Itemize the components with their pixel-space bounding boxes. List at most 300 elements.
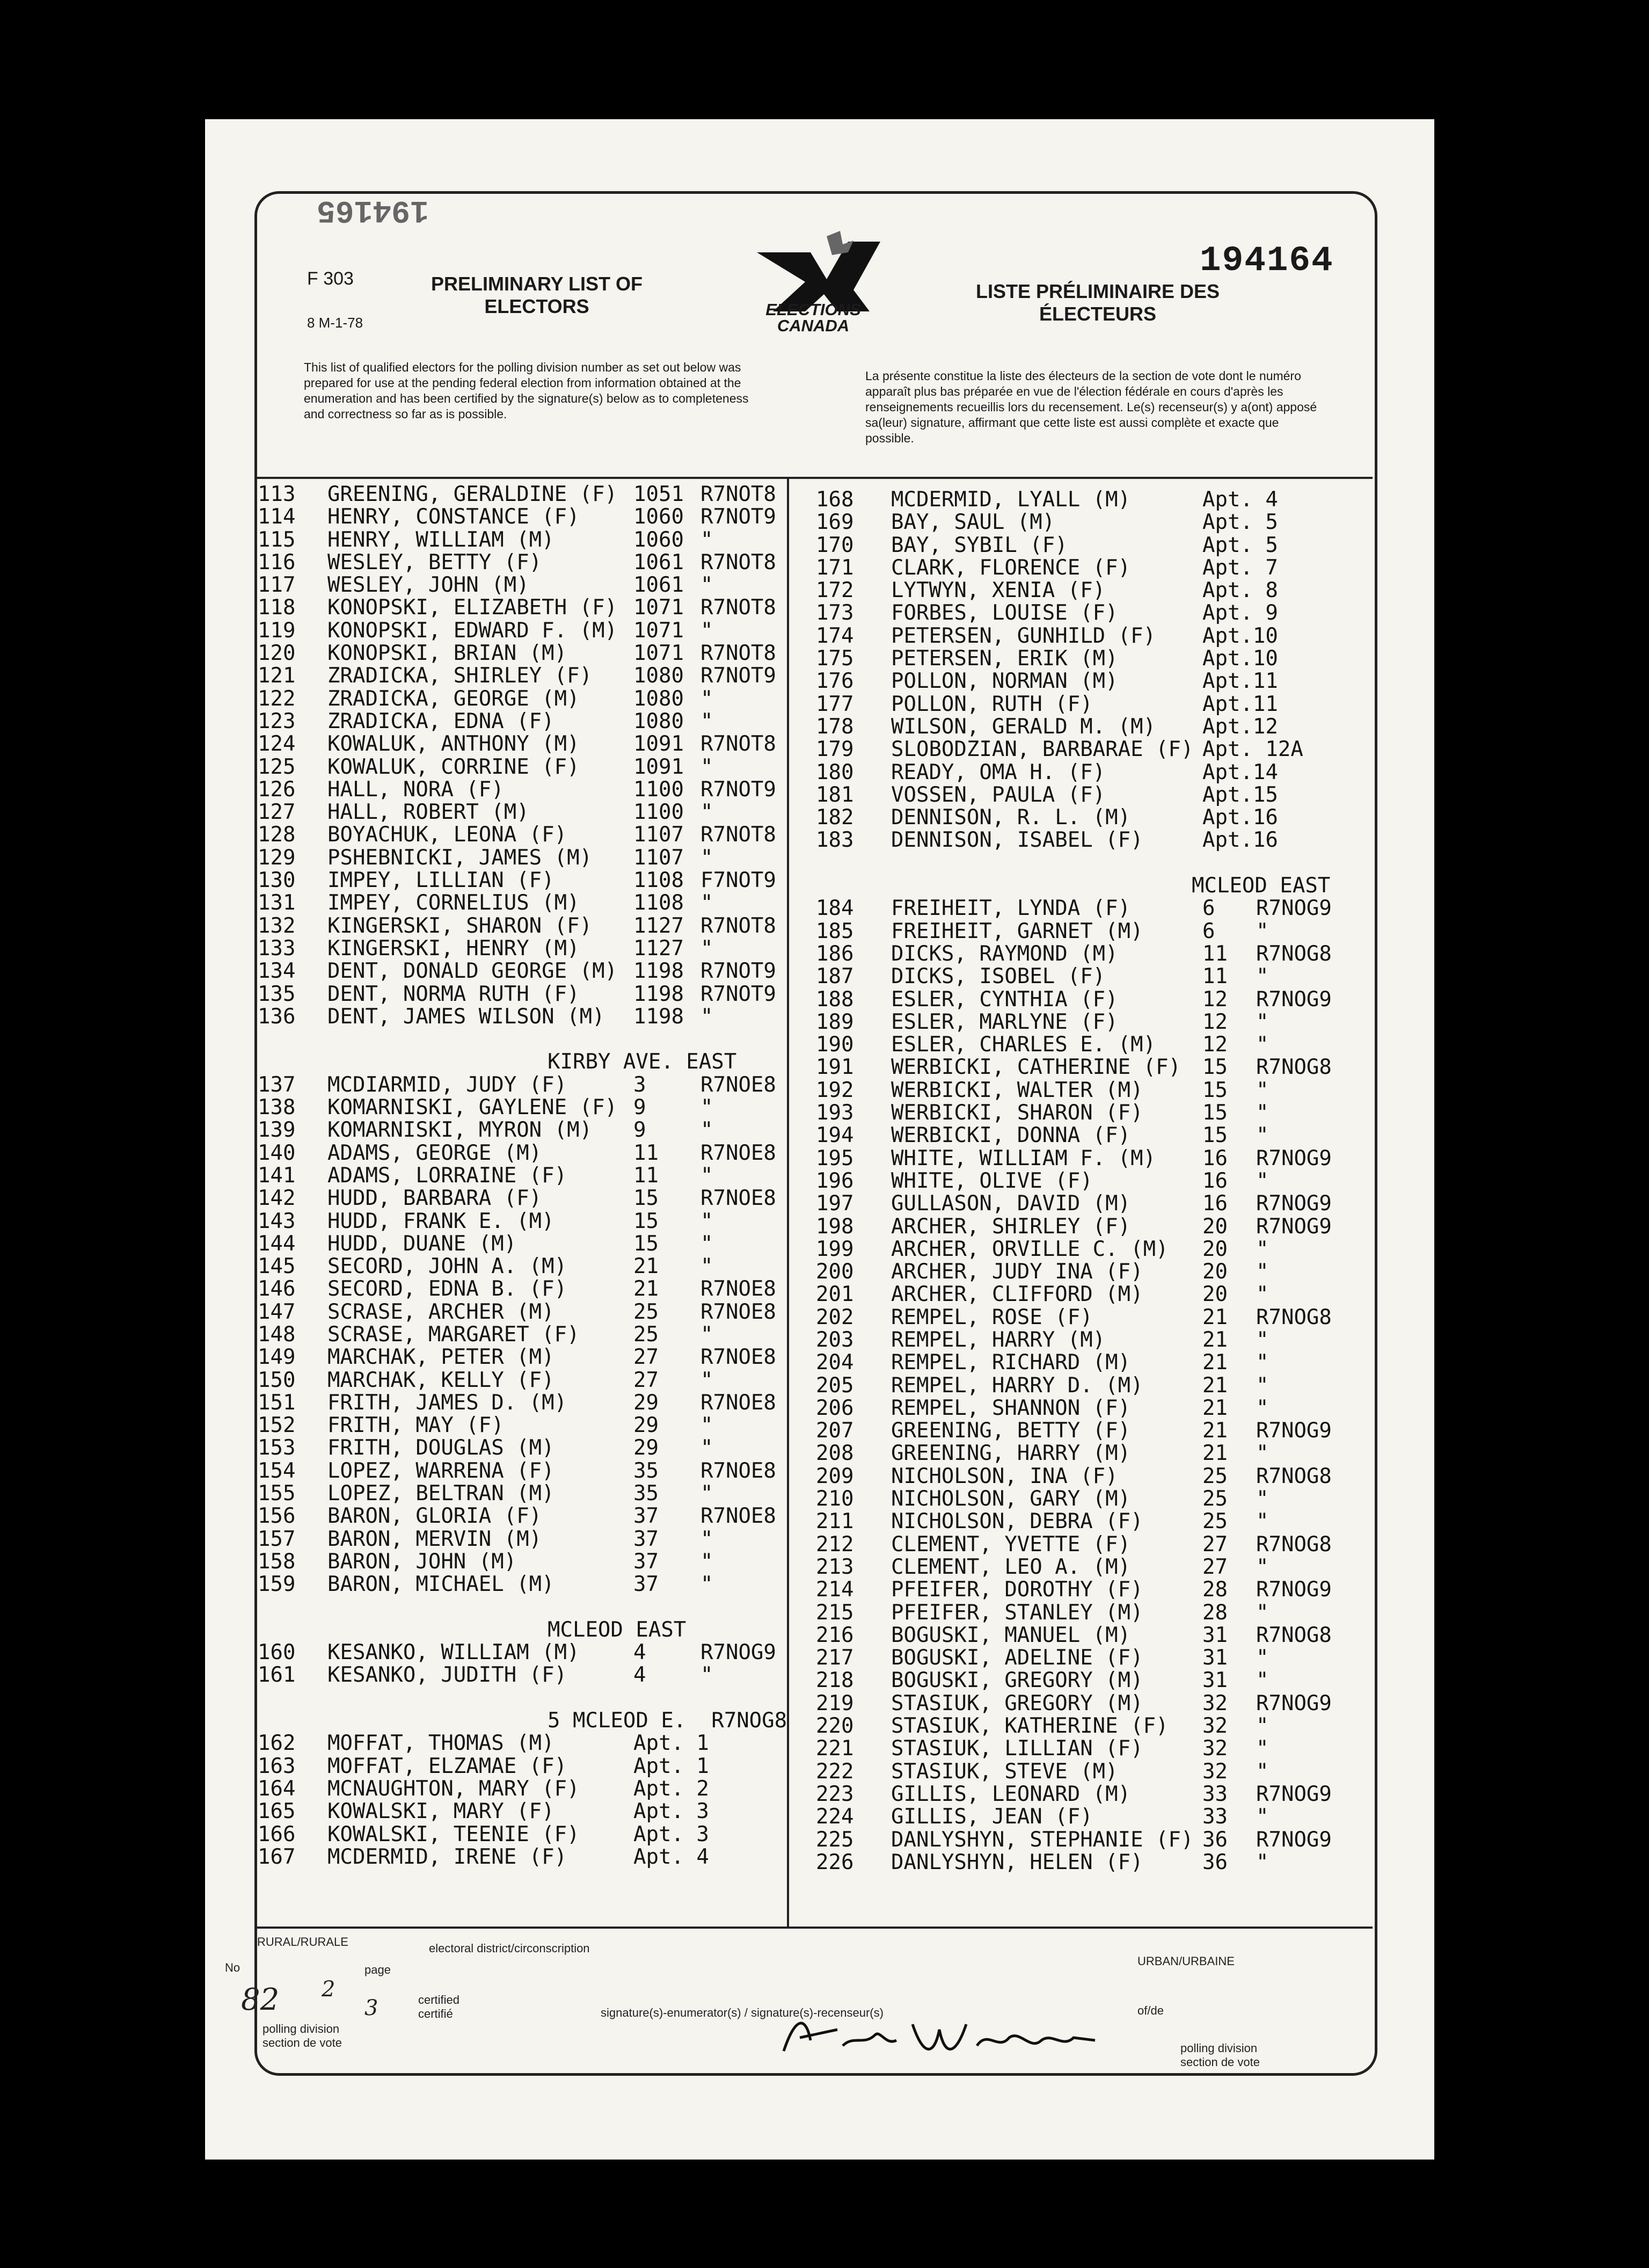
elector-name: ARCHER, CLIFFORD (M) <box>891 1282 1143 1307</box>
elector-postal-code: R7NOT9 <box>701 959 776 984</box>
elector-number: 177 <box>816 692 854 716</box>
elector-name: VOSSEN, PAULA (F) <box>891 782 1106 807</box>
elector-address: Apt. 5 <box>1202 533 1278 557</box>
elector-row <box>258 1301 784 1324</box>
elector-name: DENT, DONALD GEORGE (M) <box>327 959 618 984</box>
elector-row <box>816 1602 1358 1624</box>
elector-row <box>258 801 784 824</box>
elector-row <box>816 648 1358 670</box>
elector-postal-code: R7NOG9 <box>1256 1146 1332 1171</box>
elector-postal-code: R7NOT8 <box>701 732 776 757</box>
elector-address: Apt. 1 <box>633 1731 709 1756</box>
elector-name: GULLASON, DAVID (M) <box>891 1191 1131 1216</box>
elector-address: 37 <box>633 1504 659 1529</box>
elector-row <box>816 1442 1358 1465</box>
elector-address: 29 <box>633 1390 659 1415</box>
elector-address: 6 <box>1202 896 1215 921</box>
elector-postal-code: " <box>1256 1350 1269 1375</box>
elector-postal-code: R7NOG8 <box>1256 1532 1332 1557</box>
elector-postal-code: " <box>701 1004 713 1029</box>
elector-row <box>258 937 784 960</box>
elector-postal-code: " <box>701 1413 713 1438</box>
elector-address: 16 <box>1202 1191 1228 1216</box>
elector-address: Apt.12 <box>1202 714 1278 739</box>
elector-number: 161 <box>258 1663 296 1688</box>
elector-row <box>816 1851 1358 1874</box>
elector-name: HUDD, FRANK E. (M) <box>327 1209 554 1233</box>
elector-postal-code: R7NOT8 <box>701 482 776 506</box>
polling-division-label: polling division section de vote <box>262 2022 342 2049</box>
elector-number: 172 <box>816 578 854 603</box>
elector-name: BARON, JOHN (M) <box>327 1549 517 1574</box>
elector-name: KOMARNISKI, GAYLENE (F) <box>327 1095 618 1120</box>
elector-address: 15 <box>1202 1078 1228 1102</box>
elector-address: 32 <box>1202 1691 1228 1715</box>
elector-address: 1100 <box>633 800 684 825</box>
elector-name: GILLIS, LEONARD (M) <box>891 1782 1131 1806</box>
elector-number: 182 <box>816 805 854 830</box>
elector-row <box>258 869 784 892</box>
elector-number: 164 <box>258 1776 296 1801</box>
elector-address: Apt.14 <box>1202 760 1278 784</box>
elector-name: WHITE, WILLIAM F. (M) <box>891 1146 1156 1171</box>
elector-number: 190 <box>816 1033 854 1057</box>
elector-address: Apt. 9 <box>1202 601 1278 626</box>
elector-address: 12 <box>1202 1009 1228 1034</box>
elector-row <box>816 1647 1358 1669</box>
elector-address: 21 <box>1202 1395 1228 1420</box>
elector-address: 1051 <box>633 482 684 506</box>
form-date: 8 M-1-78 <box>307 315 363 331</box>
elector-row <box>816 784 1358 806</box>
elector-postal-code: R7NOT9 <box>701 505 776 529</box>
elector-name: BOYACHUK, LEONA (F) <box>327 823 567 847</box>
elector-name: GREENING, BETTY (F) <box>891 1419 1131 1443</box>
elector-address: Apt. 3 <box>633 1822 709 1847</box>
elector-postal-code: R7NOG9 <box>1256 1419 1332 1443</box>
elector-address: Apt.16 <box>1202 828 1278 853</box>
elector-name: KESANKO, JUDITH (F) <box>327 1663 567 1688</box>
elector-name: MCDERMID, IRENE (F) <box>327 1844 567 1869</box>
urban-label: URBAN/URBAINE <box>1137 1954 1235 1968</box>
elector-postal-code: R7NOE8 <box>701 1458 776 1483</box>
elector-name: KONOPSKI, BRIAN (M) <box>327 641 567 666</box>
elector-number: 189 <box>816 1009 854 1034</box>
elector-postal-code: " <box>701 1322 713 1347</box>
page-of-number: 3 <box>364 1996 378 2020</box>
elector-postal-code: " <box>701 1368 713 1392</box>
elector-number: 169 <box>816 510 854 535</box>
elector-address: 1107 <box>633 823 684 847</box>
elector-postal-code: R7NOT8 <box>701 550 776 575</box>
elector-address: 1080 <box>633 709 684 733</box>
elector-row <box>258 1142 784 1165</box>
elector-row <box>816 557 1358 579</box>
elector-row <box>258 597 784 619</box>
elector-number: 133 <box>258 936 296 961</box>
elector-row <box>258 847 784 869</box>
elector-number: 124 <box>258 732 296 757</box>
elector-address: 1100 <box>633 777 684 802</box>
elector-number: 166 <box>258 1822 296 1847</box>
elector-name: KOWALUK, ANTHONY (M) <box>327 732 580 757</box>
elector-address: 21 <box>1202 1441 1228 1466</box>
elector-name: ZRADICKA, EDNA (F) <box>327 709 554 733</box>
elector-number: 175 <box>816 646 854 671</box>
elector-number: 207 <box>816 1419 854 1443</box>
signature-label: signature(s)-enumerator(s) / signature(s)-recenseur(s) <box>601 2006 884 2019</box>
elector-row <box>816 534 1358 557</box>
elector-postal-code: " <box>1256 1759 1269 1784</box>
elector-address: 16 <box>1202 1168 1228 1193</box>
elector-name: ARCHER, SHIRLEY (F) <box>891 1214 1131 1239</box>
elector-postal-code: " <box>701 1209 713 1233</box>
elector-number: 115 <box>258 527 296 552</box>
elector-name: KINGERSKI, SHARON (F) <box>327 913 593 938</box>
elector-address: 27 <box>633 1345 659 1370</box>
elector-row <box>258 1324 784 1346</box>
elector-row <box>816 1351 1358 1374</box>
elector-address: 1127 <box>633 913 684 938</box>
elector-address: Apt. 2 <box>633 1776 709 1801</box>
elector-name: ADAMS, LORRAINE (F) <box>327 1163 567 1188</box>
elector-postal-code: R7NOG9 <box>1256 1578 1332 1602</box>
elector-number: 134 <box>258 959 296 984</box>
elector-postal-code: " <box>1256 1123 1269 1148</box>
elector-postal-code: R7NOE8 <box>701 1186 776 1211</box>
elector-postal-code: " <box>1256 1850 1269 1874</box>
elector-row <box>258 1187 784 1210</box>
elector-number: 205 <box>816 1373 854 1398</box>
elector-postal-code: " <box>1256 1714 1269 1739</box>
elector-address: 29 <box>633 1413 659 1438</box>
elector-row <box>258 574 784 597</box>
elector-number: 130 <box>258 868 296 893</box>
polling-division-number: 82 <box>241 1982 280 2017</box>
elector-postal-code: " <box>1256 1554 1269 1579</box>
elector-number: 199 <box>816 1237 854 1261</box>
blank-row <box>816 852 1358 875</box>
elector-row <box>258 1278 784 1300</box>
elector-name: NICHOLSON, DEBRA (F) <box>891 1509 1143 1534</box>
elector-address: 35 <box>633 1481 659 1506</box>
elector-number: 126 <box>258 777 296 802</box>
elector-address: 36 <box>1202 1850 1228 1874</box>
elector-row <box>258 1573 784 1596</box>
title-french-line-2: ÉLECTEURS <box>1039 303 1157 325</box>
elector-number: 154 <box>258 1458 296 1483</box>
elector-postal-code: " <box>701 891 713 915</box>
elector-name: PETERSEN, ERIK (M) <box>891 646 1118 671</box>
elector-row <box>816 1193 1358 1215</box>
elector-address: 11 <box>633 1140 659 1165</box>
elector-postal-code: " <box>701 527 713 552</box>
elector-postal-code: " <box>701 845 713 870</box>
elector-address: 12 <box>1202 1033 1228 1057</box>
elector-number: 187 <box>816 964 854 989</box>
elector-row <box>816 1397 1358 1420</box>
elector-postal-code: " <box>1256 964 1269 989</box>
elector-name: ZRADICKA, SHIRLEY (F) <box>327 664 593 688</box>
elector-number: 218 <box>816 1668 854 1693</box>
elector-name: ARCHER, JUDY INA (F) <box>891 1260 1143 1284</box>
elector-number: 138 <box>258 1095 296 1120</box>
elector-number: 195 <box>816 1146 854 1171</box>
elector-postal-code: " <box>1256 1441 1269 1466</box>
elector-row <box>258 1165 784 1187</box>
elector-name: LYTWYN, XENIA (F) <box>891 578 1106 603</box>
elector-row <box>258 915 784 937</box>
elector-name: HALL, ROBERT (M) <box>327 800 529 825</box>
elector-name: BAY, SYBIL (F) <box>891 533 1068 557</box>
elector-number: 224 <box>816 1805 854 1829</box>
elector-postal-code: " <box>701 1572 713 1597</box>
elector-number: 129 <box>258 845 296 870</box>
elector-postal-code: " <box>701 1163 713 1188</box>
page-label: page <box>364 1963 391 1976</box>
elector-row <box>816 1488 1358 1510</box>
elector-postal-code: " <box>1256 1168 1269 1193</box>
elector-postal-code: R7NOG8 <box>1256 1055 1332 1080</box>
elector-postal-code: " <box>1256 1260 1269 1284</box>
elector-row <box>816 716 1358 738</box>
elector-number: 142 <box>258 1186 296 1211</box>
elector-postal-code: " <box>701 1481 713 1506</box>
elector-row <box>816 1465 1358 1488</box>
elector-address: 21 <box>633 1254 659 1279</box>
elector-number: 193 <box>816 1101 854 1125</box>
elector-address: 31 <box>1202 1623 1228 1647</box>
elector-row <box>816 897 1358 920</box>
elector-row <box>816 806 1358 829</box>
elector-address: 35 <box>633 1458 659 1483</box>
elector-number: 116 <box>258 550 296 575</box>
elector-row <box>258 1755 784 1778</box>
elector-address: 20 <box>1202 1237 1228 1261</box>
elector-postal-code: " <box>1256 1033 1269 1057</box>
elector-name: BARON, GLORIA (F) <box>327 1504 542 1529</box>
elector-address: Apt. 4 <box>633 1844 709 1869</box>
elector-row <box>816 1783 1358 1806</box>
elector-row <box>258 642 784 665</box>
elector-name: BOGUSKI, GREGORY (M) <box>891 1668 1143 1693</box>
elector-address: 1071 <box>633 641 684 666</box>
elector-name: NICHOLSON, GARY (M) <box>891 1487 1131 1511</box>
elector-row <box>258 756 784 779</box>
elector-address: 1080 <box>633 664 684 688</box>
elector-name: BOGUSKI, MANUEL (M) <box>891 1623 1131 1647</box>
elector-address: 3 <box>633 1072 646 1097</box>
elector-address: Apt.16 <box>1202 805 1278 830</box>
serial-number: 194164 <box>1200 241 1334 281</box>
elector-row <box>816 489 1358 511</box>
elector-name: FRITH, MAY (F) <box>327 1413 504 1438</box>
elector-row <box>258 551 784 574</box>
elector-address: Apt. 5 <box>1202 510 1278 535</box>
elector-name: HENRY, WILLIAM (M) <box>327 527 554 552</box>
elector-address: Apt. 7 <box>1202 555 1278 580</box>
elector-postal-code: " <box>701 1436 713 1460</box>
elector-address: 12 <box>1202 987 1228 1012</box>
elector-address: 21 <box>633 1277 659 1302</box>
elector-address: 4 <box>633 1640 646 1665</box>
street-heading-text: KIRBY AVE. EAST <box>548 1050 737 1074</box>
elector-address: 1198 <box>633 959 684 984</box>
elector-row <box>816 920 1358 943</box>
elector-name: FRITH, DOUGLAS (M) <box>327 1436 554 1460</box>
elector-name: FRITH, JAMES D. (M) <box>327 1390 567 1415</box>
street-heading <box>258 1709 787 1733</box>
elector-address: 1108 <box>633 891 684 915</box>
elector-row <box>258 1369 784 1392</box>
intro-text-english: This list of qualified electors for the polling division number as set out below was prepared for use at the pending federal election from information obtained at the enumeration and has been certified by the signature(s) below as to completeness and correctness so far as is possible. <box>304 360 749 421</box>
elector-name: STASIUK, STEVE (M) <box>891 1759 1118 1784</box>
elector-row <box>816 1510 1358 1533</box>
elector-row <box>258 1437 784 1459</box>
elector-name: REMPEL, SHANNON (F) <box>891 1395 1131 1420</box>
elector-row <box>816 738 1358 761</box>
elector-number: 122 <box>258 686 296 711</box>
title-french <box>961 280 1235 325</box>
elector-postal-code: R7NOG8 <box>1256 1305 1332 1329</box>
elector-postal-code: R7NOG8 <box>1256 941 1332 966</box>
elector-postal-code: R7NOT9 <box>701 777 776 802</box>
elector-name: LOPEZ, WARRENA (F) <box>327 1458 554 1483</box>
elector-address: Apt.11 <box>1202 669 1278 694</box>
elector-row <box>258 1210 784 1233</box>
left-elector-column <box>258 482 787 1869</box>
elector-row <box>258 1006 784 1028</box>
elector-name: GILLIS, JEAN (F) <box>891 1805 1093 1829</box>
elector-row <box>258 1664 784 1687</box>
elector-postal-code: R7NOE8 <box>701 1277 776 1302</box>
elector-postal-code: R7NOG9 <box>1256 1691 1332 1715</box>
elector-name: FREIHEIT, GARNET (M) <box>891 919 1143 943</box>
elector-name: GREENING, GERALDINE (F) <box>327 482 618 506</box>
elector-name: KOMARNISKI, MYRON (M) <box>327 1118 593 1143</box>
elector-name: REMPEL, ROSE (F) <box>891 1305 1093 1329</box>
elector-row <box>258 1233 784 1255</box>
elector-name: MOFFAT, ELZAMAE (F) <box>327 1754 567 1778</box>
elector-number: 114 <box>258 505 296 529</box>
elector-number: 214 <box>816 1578 854 1602</box>
elector-row <box>258 529 784 551</box>
elector-postal-code: " <box>1256 1600 1269 1625</box>
district-label: electoral district/circonscription <box>429 1942 590 1955</box>
elector-number: 176 <box>816 669 854 694</box>
elector-address: 11 <box>1202 964 1228 989</box>
elector-name: DENNISON, ISABEL (F) <box>891 828 1143 853</box>
elector-row <box>258 779 784 801</box>
elector-postal-code: " <box>701 1549 713 1574</box>
elector-postal-code: R7NOE8 <box>701 1140 776 1165</box>
elector-address: 37 <box>633 1572 659 1597</box>
elector-number: 163 <box>258 1754 296 1778</box>
elector-address: 15 <box>1202 1055 1228 1080</box>
elector-postal-code: R7NOG8 <box>1256 1464 1332 1488</box>
elector-row <box>816 1238 1358 1261</box>
elector-row <box>816 829 1358 852</box>
elector-address: 27 <box>1202 1532 1228 1557</box>
elector-postal-code: R7NOG9 <box>701 1640 776 1665</box>
elector-number: 197 <box>816 1191 854 1216</box>
elector-address: 33 <box>1202 1782 1228 1806</box>
elector-address: 4 <box>633 1663 646 1688</box>
elector-number: 160 <box>258 1640 296 1665</box>
elector-row <box>816 761 1358 784</box>
elector-row <box>258 1551 784 1573</box>
elector-address: 16 <box>1202 1146 1228 1171</box>
elector-number: 131 <box>258 891 296 915</box>
elector-address: 15 <box>1202 1101 1228 1125</box>
elector-number: 150 <box>258 1368 296 1392</box>
elector-number: 157 <box>258 1526 296 1551</box>
elector-address: 20 <box>1202 1282 1228 1307</box>
elector-postal-code: R7NOT8 <box>701 595 776 620</box>
elector-name: DENT, NORMA RUTH (F) <box>327 982 580 1006</box>
elector-postal-code: " <box>701 754 713 779</box>
elector-name: KESANKO, WILLIAM (M) <box>327 1640 580 1665</box>
elector-number: 194 <box>816 1123 854 1148</box>
elector-row <box>258 688 784 710</box>
elector-number: 127 <box>258 800 296 825</box>
elector-address: 11 <box>633 1163 659 1188</box>
elector-postal-code: " <box>1256 1282 1269 1307</box>
elector-postal-code: R7NOE8 <box>701 1299 776 1324</box>
elector-number: 174 <box>816 623 854 648</box>
elector-address: Apt. 4 <box>1202 488 1278 512</box>
elector-postal-code: " <box>1256 1509 1269 1534</box>
elector-row <box>258 665 784 687</box>
elector-name: ESLER, CHARLES E. (M) <box>891 1033 1156 1057</box>
elector-postal-code: R7NOE8 <box>701 1390 776 1415</box>
elector-number: 217 <box>816 1646 854 1670</box>
street-heading <box>258 1051 784 1073</box>
elector-address: 1107 <box>633 845 684 870</box>
elector-name: DANLYSHYN, HELEN (F) <box>891 1850 1143 1874</box>
elector-number: 156 <box>258 1504 296 1529</box>
elector-number: 180 <box>816 760 854 784</box>
elector-row <box>258 1414 784 1437</box>
elector-name: ZRADICKA, GEORGE (M) <box>327 686 580 711</box>
elector-number: 149 <box>258 1345 296 1370</box>
elector-row <box>258 1778 784 1800</box>
elector-row <box>258 506 784 528</box>
elector-row <box>258 733 784 755</box>
elector-row <box>816 1579 1358 1601</box>
elector-number: 146 <box>258 1277 296 1302</box>
elector-number: 145 <box>258 1254 296 1279</box>
elector-row <box>258 824 784 846</box>
elector-postal-code: R7NOT8 <box>701 913 776 938</box>
logo-text-line-1: ELECTIONS <box>765 300 861 319</box>
elector-name: IMPEY, LILLIAN (F) <box>327 868 554 893</box>
elector-name: DICKS, ISOBEL (F) <box>891 964 1106 989</box>
elector-name: HUDD, BARBARA (F) <box>327 1186 542 1211</box>
elector-postal-code: R7NOG9 <box>1256 1827 1332 1852</box>
elector-row <box>258 1482 784 1505</box>
elector-number: 200 <box>816 1260 854 1284</box>
elector-row <box>258 1346 784 1369</box>
elector-address: 1080 <box>633 686 684 711</box>
elector-address: 25 <box>633 1299 659 1324</box>
elector-number: 117 <box>258 573 296 598</box>
elector-row <box>258 1641 784 1664</box>
elector-row <box>816 1034 1358 1056</box>
elector-address: Apt. 1 <box>633 1754 709 1778</box>
elector-row <box>258 1119 784 1142</box>
elector-row <box>258 1096 784 1119</box>
